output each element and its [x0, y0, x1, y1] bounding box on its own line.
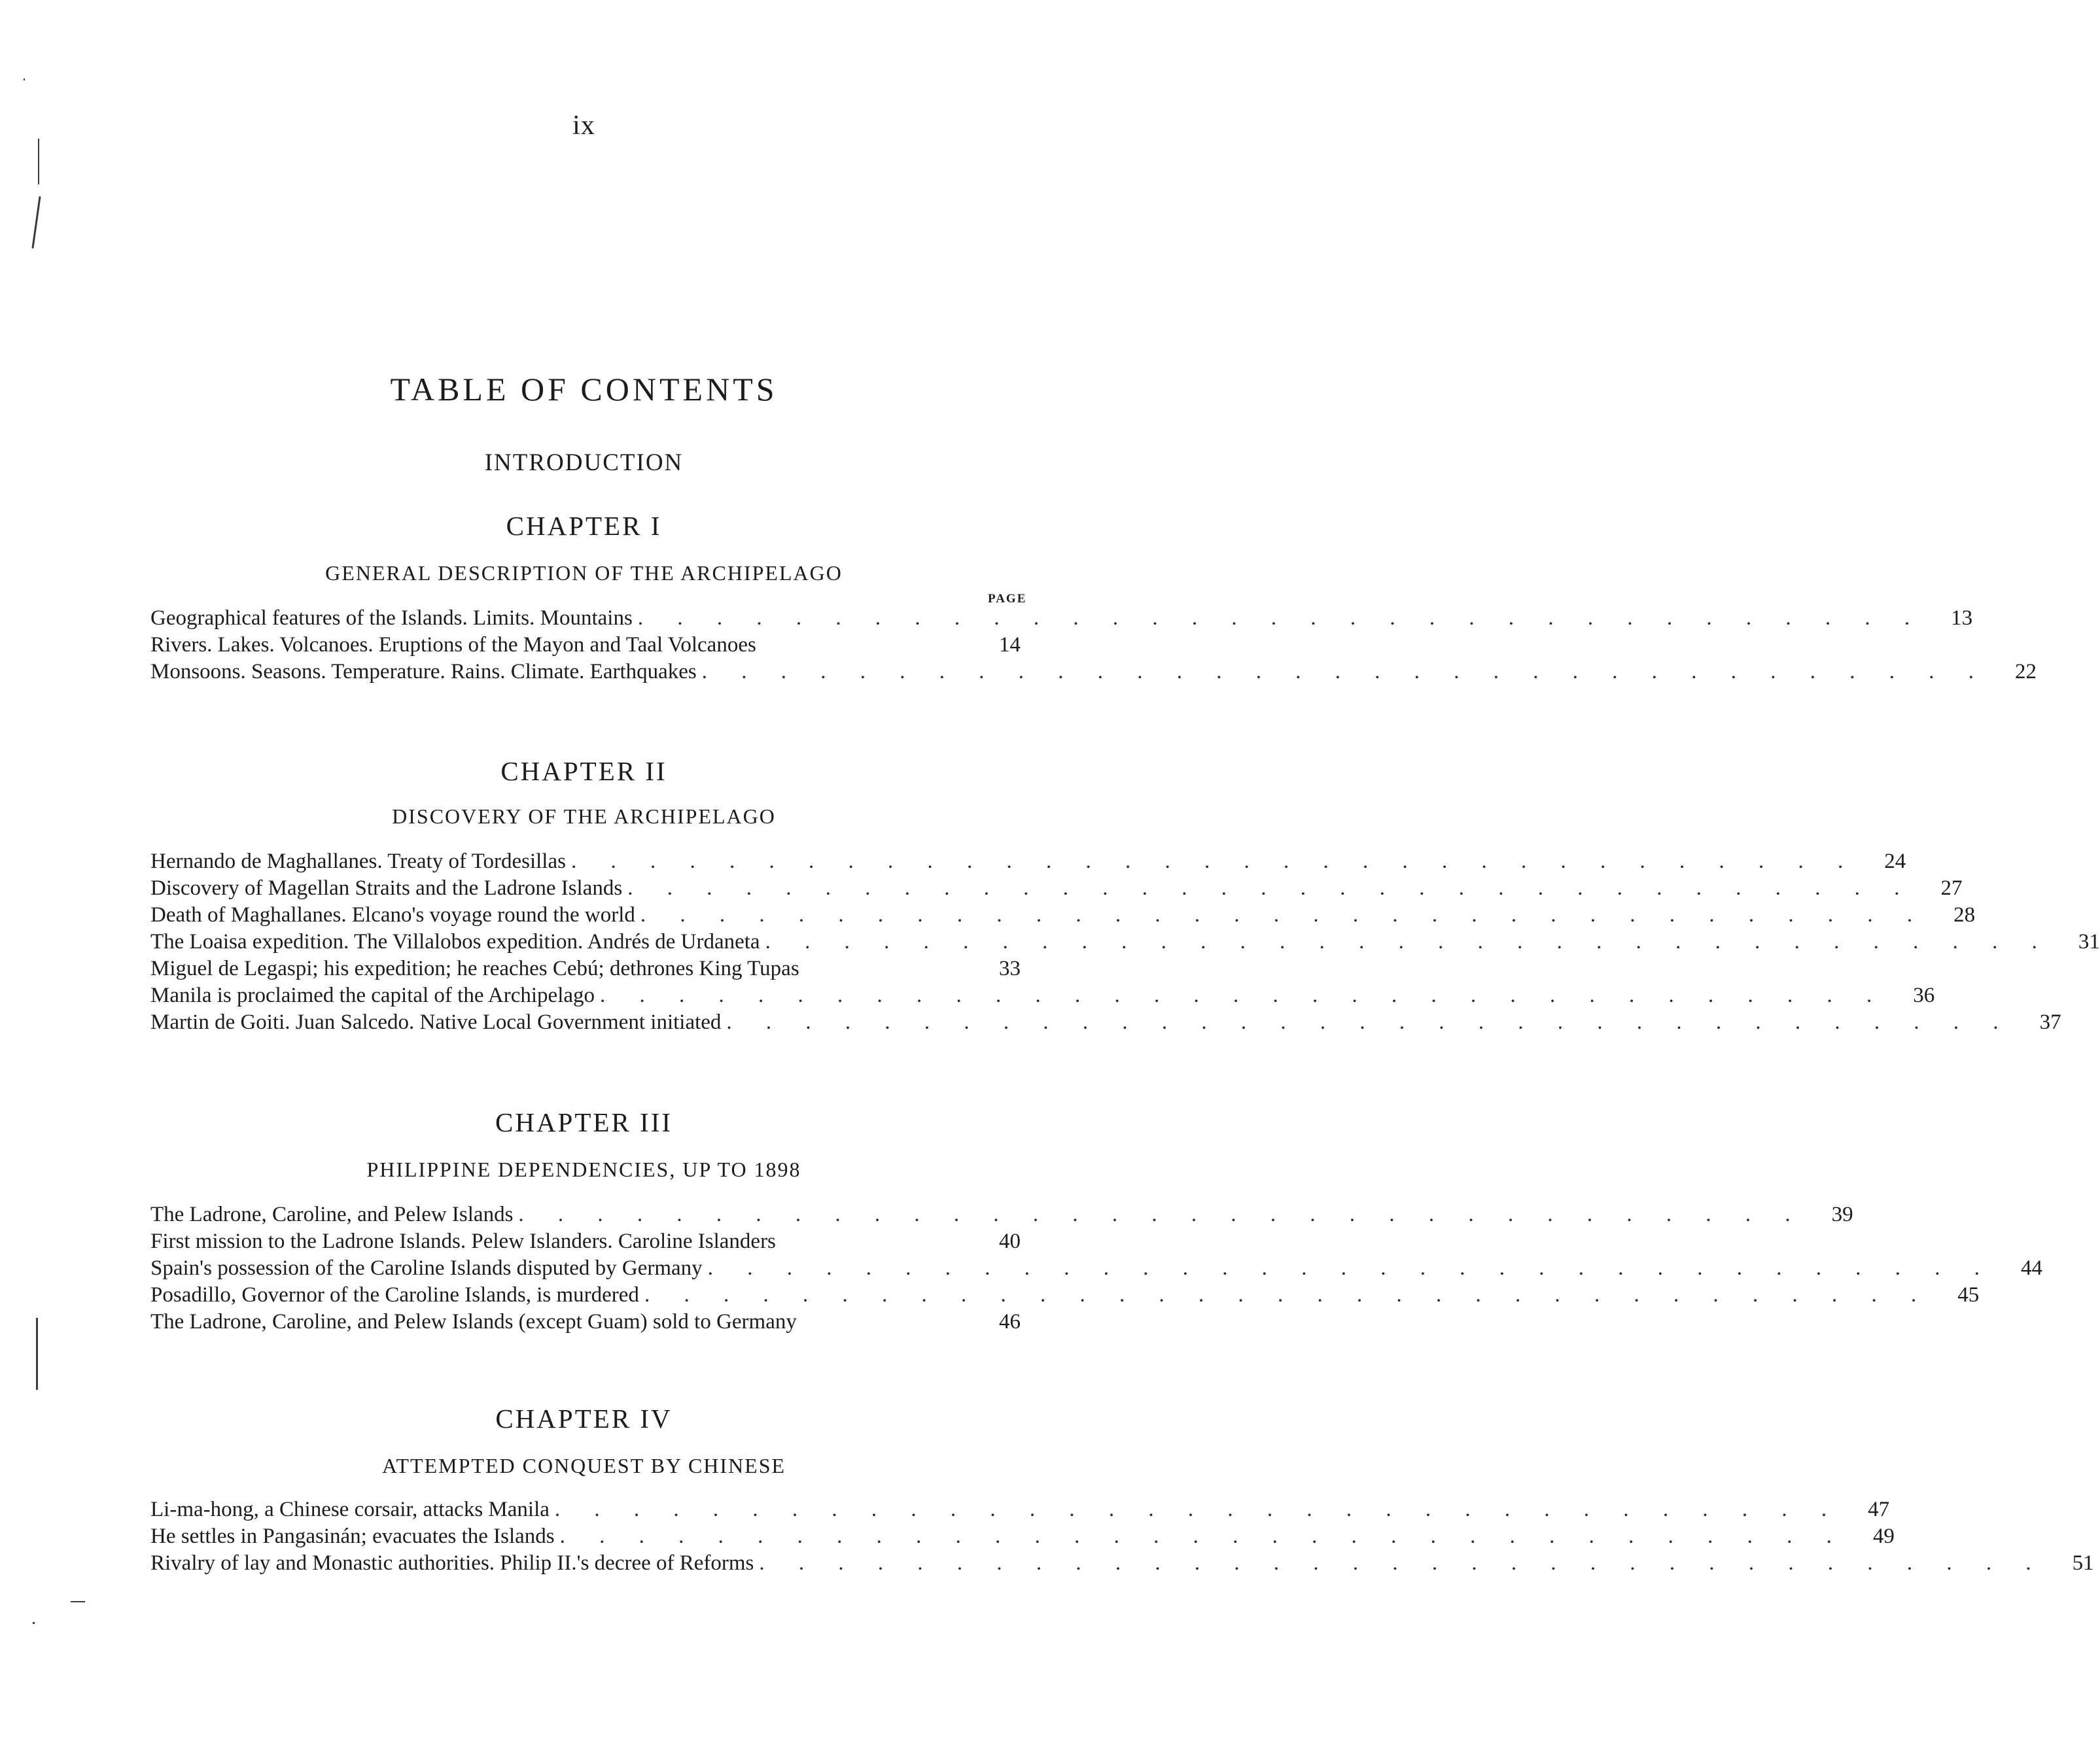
chapter-subtitle: GENERAL DESCRIPTION OF THE ARCHIPELAGO — [325, 561, 843, 585]
scan-mark — [36, 1318, 38, 1390]
leader-dots: . . . . . . . . . . . . . . . . . . . . . . . . . . . . . . . . . — [726, 1010, 2013, 1034]
entry-page: 36 — [1913, 984, 1935, 1007]
toc-entry[interactable] — [150, 605, 1973, 631]
entry-text: Discovery of Magellan Straits and the Ladrone Islands — [150, 876, 623, 900]
entry-text: Manila is proclaimed the capital of the Archipelago — [150, 984, 595, 1007]
entry-text: First mission to the Ladrone Islands. Pelew Islanders. Caroline Islanders — [150, 1230, 776, 1253]
page-number: ix — [572, 111, 595, 141]
leader-dots: . . . . . . . . . . . . . . . . . . . . . . . . . . . . . . . . . — [600, 984, 1887, 1007]
entry-text: Miguel de Legaspi; his expedition; he reaches Cebú; dethrones King Tupas — [150, 957, 799, 980]
toc-entry[interactable] — [150, 982, 1935, 1008]
entry-page: 33 — [999, 957, 1021, 980]
toc-entry[interactable] — [150, 1009, 2061, 1035]
entry-text: Monsoons. Seasons. Temperature. Rains. Climate. Earthquakes — [150, 660, 697, 683]
entry-page: 47 — [1868, 1498, 1890, 1521]
entry-page: 39 — [1831, 1203, 1853, 1226]
entry-page: 22 — [2015, 660, 2037, 683]
scan-mark — [71, 1601, 85, 1602]
chapter-title: CHAPTER I — [506, 511, 662, 541]
entry-text: The Ladrone, Caroline, and Pelew Islands (except Guam) sold to Germany — [150, 1310, 797, 1334]
leader-dots: . . . . . . . . . . . . . . . . . . . . . . . . . . . . . . . . . — [707, 1256, 1994, 1280]
chapter-title: CHAPTER II — [500, 756, 667, 786]
leader-dots: . . . . . . . . . . . . . . . . . . . . . . . . . . . . . . . . . — [637, 606, 1925, 630]
introduction-heading: INTRODUCTION — [484, 449, 684, 476]
leader-dots — [761, 632, 972, 658]
leader-dots — [802, 1309, 972, 1335]
chapter-subtitle: PHILIPPINE DEPENDENCIES, UP TO 1898 — [366, 1158, 801, 1181]
entry-page: 51 — [2072, 1551, 2094, 1575]
toc-entry[interactable] — [150, 956, 1021, 982]
scan-mark — [31, 196, 41, 249]
toc-entry[interactable] — [150, 1201, 1853, 1228]
toc-entry[interactable] — [150, 902, 1976, 928]
leader-dots: . . . . . . . . . . . . . . . . . . . . . . . . . . . . . . . . . — [559, 1525, 1846, 1548]
entry-page: 37 — [2039, 1010, 2061, 1034]
chapter-title: CHAPTER III — [495, 1107, 673, 1137]
entry-page: 44 — [2020, 1256, 2042, 1280]
entry-page: 45 — [1957, 1283, 1980, 1307]
chapter-title: CHAPTER IV — [495, 1404, 673, 1434]
leader-dots: . . . . . . . . . . . . . . . . . . . . . . . . . . . . . . . . . — [640, 903, 1927, 927]
toc-entry[interactable] — [150, 848, 1906, 874]
entry-text: Rivalry of lay and Monastic authorities. Philip II.'s decree of Reforms — [150, 1551, 754, 1575]
entry-text: Death of Maghallanes. Elcano's voyage round the world — [150, 903, 635, 927]
toc-entry[interactable] — [150, 929, 2100, 955]
toc-entry[interactable] — [150, 1496, 1890, 1523]
entry-page: 31 — [2078, 930, 2100, 954]
entry-text: The Ladrone, Caroline, and Pelew Islands — [150, 1203, 514, 1226]
toc-entry[interactable] — [150, 659, 2037, 685]
leader-dots — [781, 1228, 972, 1254]
chapter-subtitle: ATTEMPTED CONQUEST BY CHINESE — [381, 1454, 786, 1477]
entry-text: He settles in Pangasinán; evacuates the Islands — [150, 1525, 555, 1548]
entry-text: The Loaisa expedition. The Villalobos expedition. Andrés de Urdaneta — [150, 930, 760, 954]
entry-text: Li-ma-hong, a Chinese corsair, attacks Manila — [150, 1498, 550, 1521]
leader-dots: . . . . . . . . . . . . . . . . . . . . . . . . . . . . . . . . . — [518, 1203, 1805, 1226]
leader-dots: . . . . . . . . . . . . . . . . . . . . . . . . . . . . . . . . . — [627, 876, 1914, 900]
entry-text: Rivers. Lakes. Volcanoes. Eruptions of the Mayon and Taal Volcanoes — [150, 633, 756, 657]
entry-text: Hernando de Maghallanes. Treaty of Tordesillas — [150, 850, 566, 873]
entry-page: 13 — [1951, 606, 1973, 630]
leader-dots: . . . . . . . . . . . . . . . . . . . . . . . . . . . . . . . . . — [644, 1283, 1931, 1307]
scan-mark — [38, 139, 39, 184]
leader-dots — [805, 956, 972, 982]
scan-mark — [33, 1622, 35, 1624]
toc-entry[interactable] — [150, 1228, 1021, 1254]
toc-entry[interactable] — [150, 875, 1963, 901]
entry-page: 27 — [1940, 876, 1963, 900]
toc-entry[interactable] — [150, 1550, 2094, 1576]
leader-dots: . . . . . . . . . . . . . . . . . . . . . . . . . . . . . . . . . — [759, 1551, 2046, 1575]
entry-text: Posadillo, Governor of the Caroline Islands, is murdered — [150, 1283, 639, 1307]
toc-entry[interactable] — [150, 1309, 1021, 1335]
entry-page: 40 — [999, 1230, 1021, 1253]
entry-text: Martin de Goiti. Juan Salcedo. Native Local Government initiated — [150, 1010, 722, 1034]
page-title: TABLE OF CONTENTS — [390, 371, 778, 407]
chapter-subtitle: DISCOVERY OF THE ARCHIPELAGO — [392, 804, 776, 828]
entry-page: 14 — [999, 633, 1021, 657]
entry-page: 49 — [1872, 1525, 1895, 1548]
entry-text: Spain's possession of the Caroline Islands disputed by Germany — [150, 1256, 703, 1280]
toc-entry[interactable] — [150, 1255, 2042, 1281]
entry-page: 46 — [999, 1310, 1021, 1334]
leader-dots: . . . . . . . . . . . . . . . . . . . . . . . . . . . . . . . . . — [701, 660, 1989, 683]
entry-text: Geographical features of the Islands. Limits. Mountains — [150, 606, 633, 630]
leader-dots: . . . . . . . . . . . . . . . . . . . . . . . . . . . . . . . . . — [554, 1498, 1842, 1521]
leader-dots: . . . . . . . . . . . . . . . . . . . . . . . . . . . . . . . . . — [765, 930, 2052, 954]
toc-entry[interactable] — [150, 1282, 1980, 1308]
scan-mark — [24, 78, 25, 80]
toc-entry[interactable] — [150, 632, 1021, 658]
leader-dots: . . . . . . . . . . . . . . . . . . . . . . . . . . . . . . . . . — [570, 850, 1858, 873]
toc-entry[interactable] — [150, 1523, 1895, 1549]
entry-page: 28 — [1953, 903, 1976, 927]
entry-page: 24 — [1884, 850, 1906, 873]
page-column-label: PAGE — [988, 592, 1027, 606]
